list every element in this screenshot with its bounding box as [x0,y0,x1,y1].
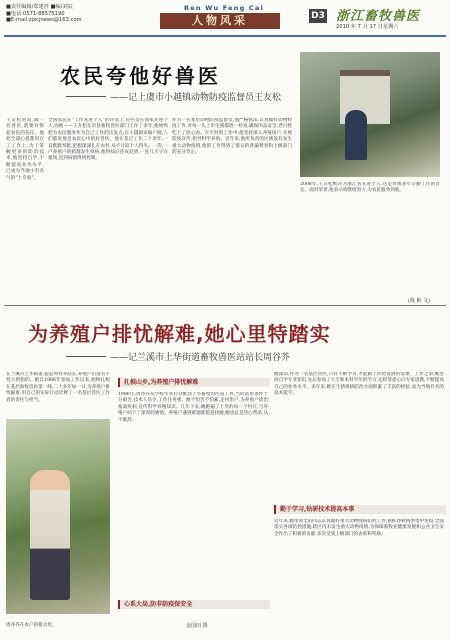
article1-headline: 农民夸他好兽医 [60,64,221,88]
article-separator [4,305,446,306]
article1-col1: 全国农民在“工作先进个人”的评选上,有些是在国家先进个人,而他——王友松在市县畜牧兽医部门工作了多年,他始终把为农民服务作为自己工作的出发点,在小越镇家喻户晓,人们都说他是农民心中的好兽医。他在基层工作二十余年,一直默默奉献,把根深深扎在农村,从不计较个人得失。一次,一户养殖户的猪群发生疫病,他得知后连夜赶到,一连几天守在猪场,直到病情得到控制。 [48,118,168,162]
newspaper-name: 浙江畜牧兽医 [336,9,421,24]
contact-line: ■电话:0571-88575190 [6,10,65,17]
subhead-dash [66,96,106,97]
article1-subhead: ——记上虞市小越镇动物防疫监督员王友松 [110,93,282,103]
person-shape [345,110,367,160]
article2-col3: 她深知,作为一名基层兽医,只有不断学习,才能跟上形势发展的需要。工作之余,她坚持自学专业知识,先后参加了大专和本科学历的学习,还经常虚心向专家请教,不断提高自己的业务水平。多年来,她在生猪疫病防治方面积累了丰富的经验,成为当地有名的技术能手。 [274,372,444,397]
photo-caption: 周谷芥在农户的猪舍里。 [6,623,57,628]
column-title: 人物风采 [160,13,280,29]
column-pinyin: Ren Wu Feng Cai [184,4,264,12]
header-rule [4,35,446,37]
photo-credit: 金国田 摄 [186,623,208,629]
issue-date: 2010 年 7 月 17 日星期六 [336,24,399,30]
article1-byline: (陈 彬 文) [408,298,431,304]
section-title: 心系大局,防非防疫保安全 [118,600,270,609]
article2-photo [6,419,110,614]
article2-col2: 1986年,周谷芥从学校毕业后分配到上华畜牧兽医站工作,当时站里条件十分艰苦,技术人员少,工作任务重。她不怕苦不怕累,走村串户,为养殖户诊治畜禽疾病,宣传科学养殖知识。几年下来,她跑遍了上华的每一个村庄,与养殖户结下了深厚的感情。养殖户遇到难题都愿意找她,她也总是热心帮助,从不推辞。 [118,392,268,423]
contact-line: ■E-mail:zjxcjnews@163.com [6,17,82,24]
section-title: 勤于学习,钻研技术提高本事 [274,505,446,514]
article1-photo [300,52,440,177]
section-title: 扎根山乡,为养殖户排忧解难 [118,378,270,387]
article2-subhead: ——记兰溪市上华街道畜牧兽医站站长周谷芥 [110,353,291,363]
subhead-dash [66,356,106,357]
article2-headline: 为养殖户排忧解难,她心里特踏实 [28,322,331,346]
page-number: D3 [309,9,327,23]
article1-right-col: 2008年,王友松被评为浙江省先进个人,这是对他多年辛勤工作的肯定。面对荣誉,他表示将继续努力,为农民服务到底。 [300,182,440,194]
contact-line: ■责任编辑/郑建祥 ■编/刘辰 [6,4,73,10]
article2-col4: 近年来,她带领全站同志认真做好重大动物疫病防控工作,狠抓春秋两季集中免疫,全面落实各项防控措施,辖区内未发生重大动物疫情,为保障畜牧业健康发展和公共卫生安全作出了积极的贡献,多次受到上级部门的表彰和奖励。 [274,519,444,537]
article1-col2: 作为一名基层动物防疫监督员,他严格执法,认真做好动物检疫工作,对每一头上市生猪都逐一检查,确保肉品安全,老百姓吃上了放心肉。在平时的工作中,他坚持深入养殖场户,开展防疫宣传,指导科学养殖。近年来,他所负责的区域没有发生重大动物疫情,他的工作得到了群众的普遍赞誉和上级部门的充分肯定。 [172,118,292,156]
article1-col4: 王友松常说,做一名兽医,就要对得起农民的信任。他把全部心思都用在了工作上,为了掌握更多的防治技术,他坚持自学,不断提高业务水平,已成为当地小有名气的“土专家”。 [6,118,44,181]
masthead-contact [6,4,82,24]
person-shape [30,470,70,600]
article2-intro: 在兰溪市上华街道,提起周谷芥站长,养殖户们没有不竖大拇指的。她自1986年参加工作以来,始终扎根在基层畜牧兽医第一线,二十多年如一日,为养殖户排忧解难,用自己的实际行动诠释了一名基层兽医工作者的责任与担当。 [6,372,110,403]
